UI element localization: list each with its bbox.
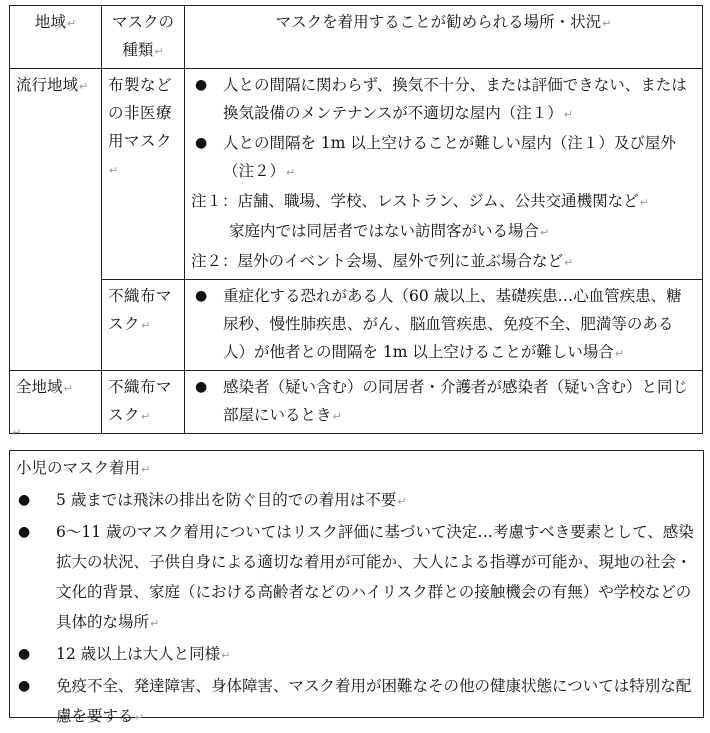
return-mark-icon: ↵ (602, 17, 612, 30)
return-mark-icon: ↵ (66, 17, 77, 30)
header-region: 地域↵ (10, 6, 102, 69)
children-mask-box (9, 450, 704, 725)
header-situations: マスクを着用することが勧められる場所・状況↵ (185, 6, 703, 69)
list-item: ● 5 歳までは飛沫の排出を防ぐ目的での着用は不要↵ (16, 485, 697, 517)
mask-type-cell: 不織布マスク↵ (102, 280, 185, 371)
header-mask-type: マスクの種類↵ (102, 6, 185, 69)
return-mark-icon: ↵ (286, 166, 296, 179)
bullet-icon: ● (195, 379, 208, 395)
return-mark-icon: ↵ (540, 226, 550, 239)
bullet-icon: ● (195, 77, 208, 93)
mask-recommendation-table (9, 5, 703, 434)
return-mark-icon: ↵ (63, 382, 73, 395)
list-item: ● 6～11 歳のマスク着用についてはリスク評価に基づいて決定…考慮すべき要素として、感染拡大の状況、子供自身による適切な着用が可能か、大人による指導が可能か、現地の社会・文化的背景、家庭（における高齢者などのハイリスク群との接触機会の有無）や学校などの具体的な場所↵ (16, 517, 697, 639)
bullet-icon: ● (18, 492, 31, 508)
box-title: 小児のマスク着用↵ (16, 459, 151, 477)
bullet-icon: ● (18, 524, 31, 540)
table-row (10, 69, 703, 280)
situations-cell (185, 280, 703, 371)
note-1-continued: 家庭内では同居者ではない訪問客がいる場合↵ (229, 222, 550, 240)
list-item: ● 12 歳以上は大人と同様↵ (16, 639, 697, 671)
return-mark-icon: ↵ (109, 164, 119, 177)
note-2: 注２：屋外のイベント会場、屋外で列に並ぶ場合など↵ (191, 252, 574, 270)
bullet-icon: ● (18, 646, 31, 662)
return-mark-icon: ↵ (563, 108, 573, 121)
return-mark-icon: ↵ (154, 45, 164, 58)
table-row (10, 371, 703, 434)
situations-cell (185, 69, 703, 280)
return-mark-icon: ↵ (134, 711, 144, 724)
empty-paragraph (11, 422, 21, 440)
mask-type-cell: 布製などの非医療用マスク↵ (102, 69, 185, 280)
bullet-icon: ● (195, 288, 208, 304)
list-item: ● 人との間隔に関わらず、換気不十分、または評価できない、または換気設備のメンテナンスが不適切な屋内（注１）↵ (191, 71, 696, 129)
situations-cell (185, 371, 703, 434)
return-mark-icon: ↵ (332, 410, 342, 423)
list-item: ● 感染者（疑い含む）の同居者・介護者が感染者（疑い含む）と同じ部屋にいるとき↵ (191, 373, 696, 431)
return-mark-icon: ↵ (564, 256, 574, 269)
return-mark-icon: ↵ (639, 196, 649, 209)
return-mark-icon: ↵ (141, 319, 151, 332)
note-1: 注１：店舗、職場、学校、レストラン、ジム、公共交通機関など↵ (191, 192, 649, 210)
list-item: ● 免疫不全、発達障害、身体障害、マスク着用が困難なその他の健康状態については特別な配慮を要する↵ (16, 671, 697, 733)
list-item: ● 人との間隔を 1m 以上空けることが難しい屋内（注１）及び屋外（注２）↵ (191, 129, 696, 187)
return-mark-icon: ↵ (150, 617, 160, 630)
return-mark-icon: ↵ (614, 347, 625, 360)
region-cell-all: 全地域↵ (10, 371, 102, 434)
mask-type-cell: 不織布マスク↵ (102, 371, 185, 434)
list-item: ● 重症化する恐れがある人（60 歳以上、基礎疾患…心血管疾患、糖尿秒、慢性肺疾患、がん、脳血管疾患、免疫不全、肥満等のある人）が他者との間隔を 1m 以上空けることが難しい場合↵ (191, 282, 696, 368)
return-mark-icon: ↵ (79, 80, 89, 93)
table-row (10, 280, 703, 371)
region-cell-epidemic: 流行地域↵ (10, 69, 102, 371)
table-header-row (10, 6, 703, 69)
bullet-icon: ● (18, 678, 31, 694)
return-mark-icon: ↵ (141, 463, 151, 476)
return-mark-icon: ↵ (397, 495, 407, 508)
return-mark-icon: ↵ (221, 649, 231, 662)
bullet-icon: ● (195, 135, 208, 151)
return-mark-icon: ↵ (12, 426, 22, 439)
return-mark-icon: ↵ (141, 410, 151, 423)
